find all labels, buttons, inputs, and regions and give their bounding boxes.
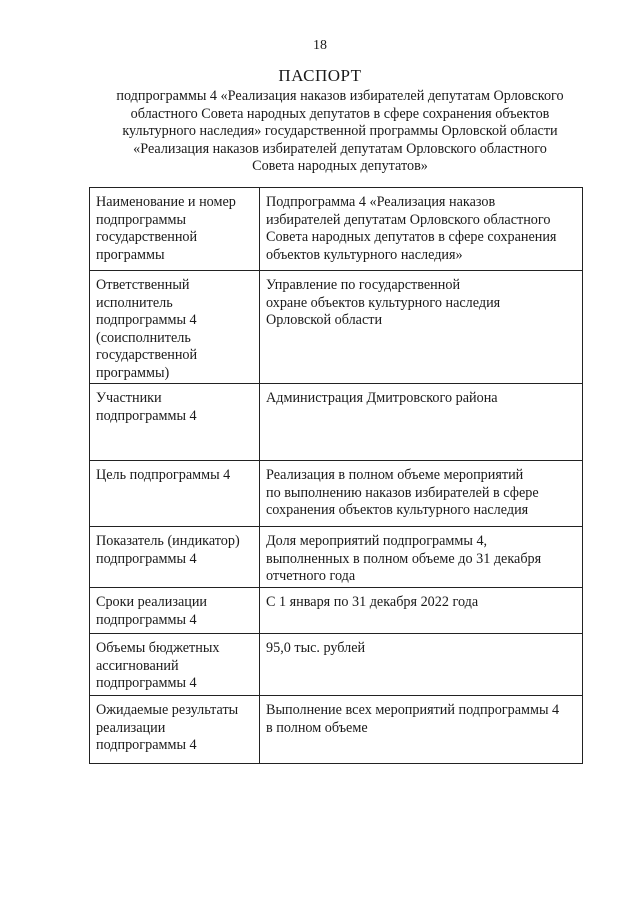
row-label-line: (соисполнитель (96, 329, 191, 346)
subtitle-line: подпрограммы 4 «Реализация наказов избирателей депутатам Орловского (116, 88, 564, 104)
row-value-line: по выполнению наказов избирателей в сфере (266, 484, 539, 501)
row-label-line: реализации (96, 719, 166, 736)
table-row (90, 461, 583, 527)
row-value-line: выполненных в полном объеме до 31 декабря (266, 550, 542, 567)
table-row (90, 696, 583, 764)
row-value-cell (260, 461, 583, 527)
passport-table (89, 187, 583, 764)
row-label-line: программы) (96, 364, 170, 381)
row-label-line: Показатель (индикатор) (96, 533, 240, 549)
row-label-line: подпрограммы 4 (96, 407, 197, 424)
row-label-line: подпрограммы 4 (96, 550, 197, 567)
row-label-line: подпрограммы 4 (96, 312, 197, 328)
row-value-cell (260, 271, 583, 384)
table-row (90, 634, 583, 696)
row-label-line: подпрограммы 4 (96, 737, 197, 753)
row-value-cell (260, 634, 583, 696)
document-heading: ПАСПОРТ (278, 66, 362, 85)
row-label-cell (90, 696, 260, 764)
row-label-line: подпрограммы 4 (96, 611, 197, 628)
subtitle-line: Совета народных депутатов» (252, 158, 428, 174)
row-value-line: отчетного года (266, 568, 356, 584)
table-row (90, 188, 583, 271)
row-label-line: Сроки реализации (96, 594, 208, 610)
row-value-line: С 1 января по 31 декабря 2022 года (266, 594, 479, 610)
row-label-cell (90, 188, 260, 271)
row-label-line: Объемы бюджетных (96, 640, 220, 656)
row-label-line: Цель подпрограммы 4 (96, 467, 231, 483)
row-label-cell (90, 634, 260, 696)
table-row (90, 271, 583, 384)
row-label-cell (90, 588, 260, 634)
row-label-line: подпрограммы 4 (96, 675, 197, 691)
row-value-line: Совета народных депутатов в сфере сохранения (266, 229, 557, 245)
row-label-line: ассигнований (96, 657, 179, 674)
subtitle-line: «Реализация наказов избирателей депутатам Орловского областного (133, 140, 547, 157)
row-value-line: Подпрограмма 4 «Реализация наказов (266, 194, 496, 210)
row-value-line: в полном объеме (266, 719, 368, 736)
subtitle-line: областного Совета народных депутатов в сфере сохранения объектов (130, 105, 550, 122)
row-value-line: Администрация Дмитровского района (266, 390, 498, 406)
row-value-cell (260, 384, 583, 461)
row-label-line: Ожидаемые результаты (96, 702, 239, 718)
row-label-line: программы (96, 246, 165, 263)
row-label-cell (90, 384, 260, 461)
page-number: 18 (313, 38, 327, 53)
table-row (90, 384, 583, 461)
row-label-line: Ответственный (96, 277, 190, 293)
row-label-cell (90, 527, 260, 588)
row-value-line: избирателей депутатам Орловского областного (266, 211, 551, 228)
row-label-line: Наименование и номер (96, 194, 236, 210)
table-row (90, 588, 583, 634)
row-label-line: Участники (96, 390, 162, 406)
row-label-line: государственной (96, 347, 198, 363)
row-label-line: подпрограммы (96, 211, 186, 228)
row-value-line: Доля мероприятий подпрограммы 4, (266, 533, 488, 549)
row-value-cell (260, 188, 583, 271)
row-value-line: объектов культурного наследия» (266, 246, 463, 263)
row-value-line: сохранения объектов культурного наследия (266, 502, 529, 518)
table-row (90, 527, 583, 588)
row-value-line: 95,0 тыс. рублей (266, 640, 366, 656)
row-value-line: охране объектов культурного наследия (266, 294, 501, 311)
row-value-line: Управление по государственной (266, 277, 461, 293)
row-label-cell (90, 461, 260, 527)
row-value-cell (260, 696, 583, 764)
row-value-cell (260, 527, 583, 588)
row-value-line: Орловской области (266, 312, 383, 328)
row-label-cell (90, 271, 260, 384)
document-subtitle (95, 88, 585, 176)
row-label-line: государственной (96, 229, 198, 245)
row-label-line: исполнитель (96, 294, 173, 311)
row-value-line: Реализация в полном объеме мероприятий (266, 467, 524, 483)
subtitle-line: культурного наследия» государственной программы Орловской области (122, 123, 558, 139)
row-value-cell (260, 588, 583, 634)
row-value-line: Выполнение всех мероприятий подпрограммы 4 (266, 702, 560, 718)
